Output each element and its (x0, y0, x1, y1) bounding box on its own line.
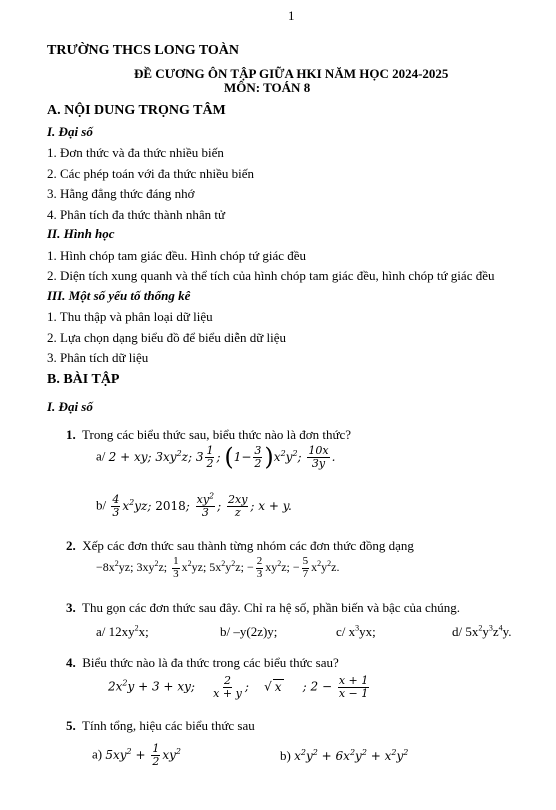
math-expression: $\frac{4}{3}$ $x^2yz$; 2018; $\frac{xy^2}{3}$ ; $\frac{2xy}{z}$ ; x + y. (112, 491, 292, 519)
exercise-text: Tính tổng, hiệu các biểu thức sau (82, 718, 255, 733)
math-expression: $x^2y^2 + 6x^2y^2 + x^2y^2$ (294, 748, 409, 763)
section-a-heading: A. NỘI DUNG TRỌNG TÂM (47, 103, 226, 118)
list-item: 3. Phân tích dữ liệu (47, 350, 149, 365)
exercise-number: 5. (66, 718, 76, 733)
exercise-text: Biểu thức nào là đa thức trong các biểu thức sau? (82, 655, 339, 670)
group-title: I. Đại số (47, 124, 93, 139)
year-value: 2018 (155, 498, 186, 513)
exercise-5-part-b (280, 748, 408, 764)
part-text: d/ 5x (452, 624, 479, 639)
exercise-1-part-a (96, 442, 336, 471)
list-item: 2. Lựa chọn dạng biểu đồ để biểu diễn dữ liệu (47, 330, 287, 345)
list-item: 1. Hình chóp tam giác đều. Hình chóp tứ giác đều (47, 248, 307, 263)
list-item: 3. Hằng đẳng thức đáng nhớ (47, 186, 195, 201)
exercise-4 (66, 655, 339, 671)
part-label: b/ (96, 497, 107, 513)
group-title: III. Một số yếu tố thống kê (47, 288, 191, 303)
exercise-3-part-b: b/ –y(2z)y; (220, 624, 278, 639)
math-expression: $5xy^2$ + $\frac{1}{2}$ $xy^2$ (105, 742, 181, 768)
part-text: a/ 12xy (96, 624, 135, 639)
exercise-1-part-b (96, 491, 292, 519)
exercise-2 (66, 538, 414, 554)
group-title: II. Hình học (47, 226, 115, 241)
list-item: 1. Đơn thức và đa thức nhiều biến (47, 145, 224, 160)
math-expression: 2 + xy; $3xy^2z$; 3 $\frac{1}{2}$ ; (1− $\frac{3}{2}$ )$x^2y^2$; $\frac{10x}{3y}$ . (108, 442, 336, 471)
exercise-text: Thu gọn các đơn thức sau đây. Chỉ ra hệ số, phần biến và bậc của chúng. (82, 600, 461, 615)
part-label: b) (280, 748, 291, 763)
exercise-3 (66, 600, 460, 616)
subject-title: MÔN: TOÁN 8 (224, 80, 311, 95)
list-item: 4. Phân tích đa thức thành nhân tử (47, 207, 226, 222)
exercise-number: 2. (66, 538, 76, 553)
list-item: 1. Thu thập và phân loại dữ liệu (47, 309, 213, 324)
page-number: 1 (288, 8, 295, 23)
part-label: a) (92, 746, 103, 762)
list-item: 2. Các phép toán với đa thức nhiều biến (47, 166, 255, 181)
exercise-3-part-d: d/ $5x^2y^3z^4y$. (452, 623, 512, 639)
exercise-number: 4. (66, 655, 76, 670)
exercise-text: Trong các biểu thức sau, biểu thức nào là đơn thức? (82, 427, 352, 442)
exercise-3-part-a: a/ $12xy^2x$; (96, 623, 149, 639)
exercise-text: Xếp các đơn thức sau thành từng nhóm các đơn thức đồng dạng (82, 538, 414, 553)
exercise-4-expression: $2x^2y + 3$ + xy; $\frac{2}{x + y}$ ; √ x ; 2 − $\frac{x + 1}{x - 1}$ (108, 674, 369, 700)
exercise-1 (66, 427, 351, 443)
document-title: ĐỀ CƯƠNG ÔN TẬP GIỮA HKI NĂM HỌC 2024-2025 (134, 66, 449, 81)
part-text: c/ x (336, 624, 356, 639)
exercise-5 (66, 718, 255, 734)
part-label: a/ (96, 448, 106, 464)
exercise-number: 3. (66, 600, 76, 615)
exercise-number: 1. (66, 427, 76, 442)
exercise-5-part-a (92, 743, 181, 767)
school-name: TRƯỜNG THCS LONG TOÀN (47, 43, 240, 58)
exercise-2-expression: $-8x^2yz$; $3xy^2z$; $\frac{1}{3}$ $x^2yz$; $5x^2y^2z$; − $\frac{2}{3}$ $xy^2z$; − $\frac{5}{7}$ $x^2y^2z$. (96, 555, 340, 580)
section-b-heading: B. BÀI TẬP (47, 372, 120, 387)
list-item: 2. Diện tích xung quanh và thể tích của hình chóp tam giác đều, hình chóp tứ giác đều (47, 268, 495, 283)
section-b-subheading: I. Đại số (47, 399, 93, 414)
exercise-3-part-c: c/ $x^3yx$; (336, 623, 376, 639)
